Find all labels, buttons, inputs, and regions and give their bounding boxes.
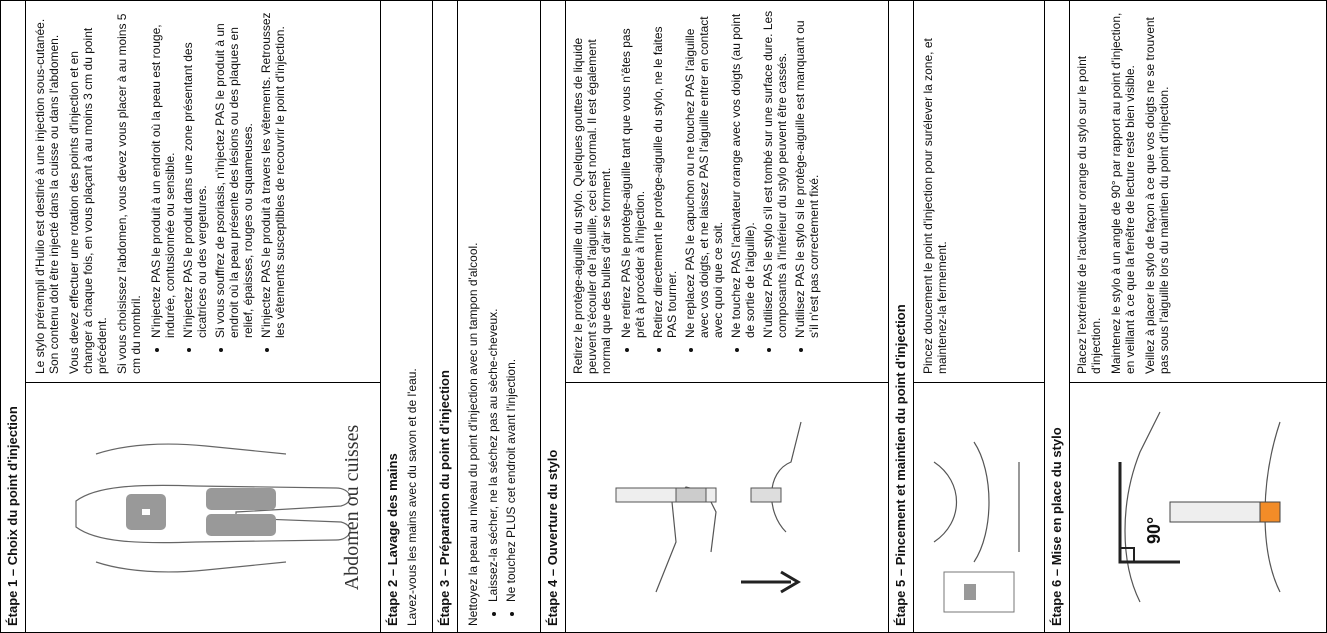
step1-text — [33, 7, 291, 374]
step3-section — [432, 0, 541, 633]
step1-bullet: • Si vous souffrez de psoriasis, n'injectez PAS le produit à un endroit où la peau présente des lésions ou des plaques en relief, épaisses, rouges ou squameuses. — [213, 7, 255, 338]
orange-activator — [1260, 502, 1280, 522]
step4-bullet-list — [619, 7, 821, 374]
mini-body-diagram — [944, 572, 1014, 612]
step3-bullet: • Laissez-la sécher, ne la séchez pas au sèche-cheveux. — [486, 7, 500, 602]
body-diagram-image — [36, 392, 370, 622]
step2-text: Lavez-vous les mains avec du savon et de l'eau. — [405, 368, 419, 626]
step5-section — [888, 0, 1045, 633]
step6-title: Étape 6 – Mise en place du stylo — [1045, 1, 1070, 632]
step6-paragraph-1: Placez l'extrémité de l'activateur orange du stylo sur le point d'injection. — [1075, 55, 1103, 374]
step4-paragraph: Retirez le protège-aiguille du stylo. Quelques gouttes de liquide peuvent s'écouler de l'aiguille, ceci est normal. Il est également normal que des bulles d'air se forment. — [571, 37, 613, 374]
step5-text: Pincez doucement le point d'injection pour surélever la zone, et maintenez-la fermement. — [921, 38, 949, 374]
step2-title: Étape 2 – Lavage des mains — [385, 453, 400, 626]
thigh-zone-right — [206, 488, 276, 510]
step4-bullet: • Ne touchez PAS l'activateur orange avec vos doigts (au point de sortie de l'aiguille). — [729, 7, 757, 338]
step3-title: Étape 3 – Préparation du point d'injection — [433, 1, 458, 632]
step5-title: Étape 5 – Pincement et maintien du point d'injection — [889, 1, 914, 632]
step4-bullet: • N'utilisez PAS le stylo si le protège-aiguille est manquant ou s'il n'est pas correctement fixé. — [793, 7, 821, 338]
step1-title: Étape 1 – Choix du point d'injection — [1, 1, 26, 632]
step1-paragraph-3: Si vous choisissez l'abdomen, vous devez vous placer à au moins 5 cm du nombril. — [115, 13, 143, 374]
step1-bullet: • N'injectez PAS le produit à un endroit où la peau est rouge, indurée, contusionnée ou sensible. — [149, 7, 177, 338]
step4-text — [571, 7, 825, 374]
pen-uncap-image — [576, 392, 878, 622]
step6-text — [1075, 7, 1177, 374]
step1-bullet: • N'injectez PAS le produit à travers les vêtements. Retroussez les vêtements susceptibles de recouvrir le point d'injection. — [259, 7, 287, 338]
step1-image-panel — [26, 382, 380, 632]
step6-image-panel — [1070, 382, 1326, 632]
step4-bullet: • Ne replacez PAS le capuchon ou ne touchez PAS l'aiguille avec vos doigts, et ne laissez PAS l'aiguille entrer en contact avec quoi que ce soit. — [683, 7, 725, 338]
step2-section — [380, 0, 433, 633]
body-diagram-caption: Abdomen ou cuisses — [341, 424, 363, 591]
step1-paragraph-2: Vous devez effectuer une rotation des points d'injection et en changer à chaque fois, en vous plaçant à au moins 3 cm du point précédent. — [67, 27, 109, 374]
step3-bullet: • Ne touchez PLUS cet endroit avant l'injection. — [504, 7, 518, 602]
step6-section — [1044, 0, 1327, 633]
step6-paragraph-3: Veillez à placer le stylo de façon à ce que vos doigts ne se trouvent pas sous l'aiguille lors du maintien du point d'injection. — [1143, 17, 1171, 374]
step1-paragraph-1: Le stylo prérempli d'Hulio est destiné à une injection sous-cutanée. Son contenu doit être injecté dans la cuisse ou dans l'abdomen. — [33, 18, 61, 374]
step3-paragraph: Nettoyez la peau au niveau du point d'injection avec un tampon d'alcool. — [466, 242, 480, 626]
thigh-zone-left — [206, 514, 276, 536]
angle-label: 90° — [1144, 516, 1164, 544]
step6-paragraph-2: Maintenez le stylo à un angle de 90° par rapport au point d'injection, en veillant à ce que la fenêtre de lecture reste bien visible. — [1109, 12, 1137, 374]
pen-placement-image — [1080, 392, 1316, 622]
step1-bullet-list — [149, 7, 287, 374]
step5-image-panel — [914, 382, 1044, 632]
down-arrow-icon — [741, 572, 798, 592]
needle-cap — [751, 488, 781, 502]
step4-title: Étape 4 – Ouverture du stylo — [541, 1, 566, 632]
step1-bullet: • N'injectez PAS le produit dans une zone présentant des cicatrices ou des vergetures. — [181, 7, 209, 338]
step3-text — [466, 7, 522, 626]
step4-bullet: • N'utilisez PAS le stylo s'il est tombé sur une surface dure. Les composants à l'intérieur du stylo peuvent être cassés. — [761, 7, 789, 338]
step4-bullet: • Retirez directement le protège-aiguille du stylo, ne le faites PAS tourner. — [651, 7, 679, 338]
step3-bullet-list — [486, 7, 518, 626]
step4-section — [540, 0, 889, 633]
step4-image-panel — [566, 382, 888, 632]
pinch-skin-image — [924, 392, 1034, 622]
step4-bullet: • Ne retirez PAS le protège-aiguille tant que vous n'êtes pas prêt à procéder à l'injection. — [619, 7, 647, 338]
step1-section — [0, 0, 381, 633]
